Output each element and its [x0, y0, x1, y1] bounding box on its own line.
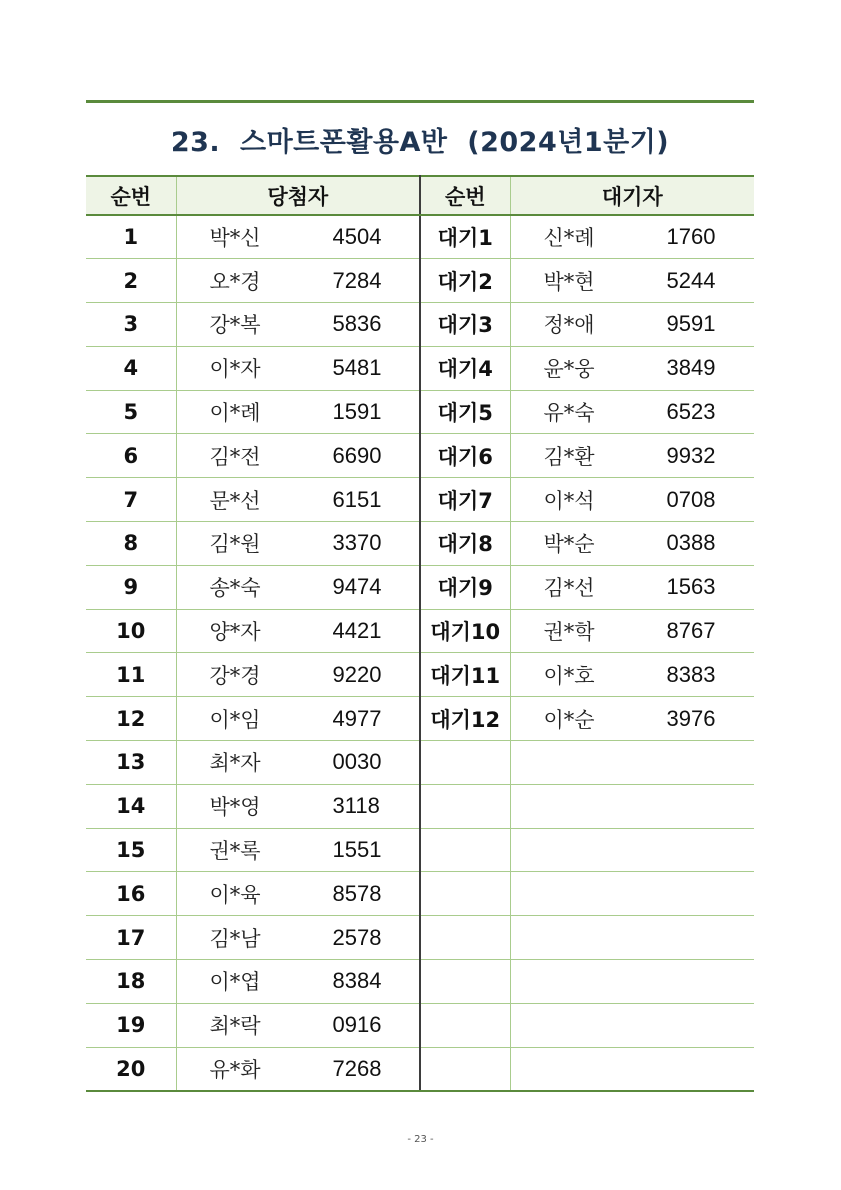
winner-rank: 2 [86, 259, 176, 303]
winner-cell [176, 609, 420, 653]
winner-name: 강*복 [209, 313, 261, 338]
waitlist-name: 이*석 [543, 488, 595, 513]
winner-cell [176, 828, 420, 872]
waitlist-name: 권*학 [543, 620, 595, 645]
waitlist-name: 유*숙 [543, 401, 595, 426]
table-row [86, 390, 754, 434]
winner-cell [176, 784, 420, 828]
winner-name: 박*영 [209, 795, 261, 820]
waitlist-rank [420, 960, 510, 1004]
waitlist-rank: 대기1 [420, 215, 510, 259]
waitlist-rank [420, 872, 510, 916]
winner-name: 문*선 [209, 488, 261, 513]
winner-code: 6151 [332, 486, 382, 512]
waitlist-cell [510, 697, 754, 741]
table-row [86, 1047, 754, 1091]
table-row [86, 434, 754, 478]
winner-rank: 3 [86, 303, 176, 347]
waitlist-cell [510, 390, 754, 434]
winner-rank: 12 [86, 697, 176, 741]
waitlist-cell [510, 565, 754, 609]
waitlist-rank [420, 828, 510, 872]
table-row [86, 346, 754, 390]
waitlist-code: 1563 [666, 574, 716, 600]
waitlist-cell [510, 522, 754, 566]
waitlist-rank [420, 784, 510, 828]
waitlist-name: 이*순 [543, 707, 595, 732]
winner-cell [176, 960, 420, 1004]
waitlist-rank: 대기10 [420, 609, 510, 653]
winner-rank: 20 [86, 1047, 176, 1091]
waitlist-cell [510, 215, 754, 259]
winner-name: 이*임 [209, 707, 261, 732]
waitlist-rank: 대기9 [420, 565, 510, 609]
winner-name: 송*숙 [209, 576, 261, 601]
table-header-row [86, 176, 754, 215]
winner-name: 오*경 [209, 269, 261, 294]
winner-cell [176, 346, 420, 390]
table-row [86, 215, 754, 259]
table-row [86, 697, 754, 741]
table-body [86, 215, 754, 1091]
table-row [86, 565, 754, 609]
waitlist-rank [420, 741, 510, 785]
waitlist-cell [510, 303, 754, 347]
table-row [86, 828, 754, 872]
waitlist-cell [510, 653, 754, 697]
winner-code: 8384 [332, 968, 382, 994]
winner-code: 4421 [332, 618, 382, 644]
winner-code: 1591 [332, 399, 382, 425]
winner-name: 이*육 [209, 882, 261, 907]
table-row [86, 303, 754, 347]
waitlist-name: 박*순 [543, 532, 595, 557]
waitlist-rank: 대기3 [420, 303, 510, 347]
waitlist-code: 5244 [666, 267, 716, 293]
winner-code: 5836 [332, 311, 382, 337]
winner-name: 권*록 [209, 839, 261, 864]
waitlist-cell [510, 784, 754, 828]
winner-code: 4977 [332, 705, 382, 731]
winner-cell [176, 303, 420, 347]
winner-name: 유*화 [209, 1057, 261, 1082]
winner-rank: 13 [86, 741, 176, 785]
winner-code: 2578 [332, 924, 382, 950]
winner-rank: 5 [86, 390, 176, 434]
waitlist-rank: 대기8 [420, 522, 510, 566]
table-row [86, 259, 754, 303]
waitlist-cell [510, 259, 754, 303]
waitlist-code: 8767 [666, 618, 716, 644]
table-row [86, 916, 754, 960]
winner-cell [176, 259, 420, 303]
table-row [86, 1003, 754, 1047]
waitlist-cell [510, 346, 754, 390]
winner-rank: 18 [86, 960, 176, 1004]
waitlist-code: 0388 [666, 530, 716, 556]
winner-name: 김*남 [209, 926, 261, 951]
winner-cell [176, 1003, 420, 1047]
waitlist-rank: 대기7 [420, 478, 510, 522]
waitlist-rank: 대기5 [420, 390, 510, 434]
winner-rank: 1 [86, 215, 176, 259]
winner-rank: 7 [86, 478, 176, 522]
waitlist-cell [510, 609, 754, 653]
winner-code: 3370 [332, 530, 382, 556]
table-row [86, 653, 754, 697]
waitlist-cell [510, 828, 754, 872]
waitlist-code: 3976 [666, 705, 716, 731]
winner-name: 최*락 [209, 1014, 261, 1039]
waitlist-code: 3849 [666, 355, 716, 381]
waitlist-name: 김*환 [543, 444, 595, 469]
waitlist-name: 정*애 [543, 313, 595, 338]
winner-rank: 15 [86, 828, 176, 872]
waitlist-code: 9932 [666, 442, 716, 468]
header-waitlist: 대기자 [510, 176, 754, 215]
waitlist-rank [420, 1003, 510, 1047]
waitlist-cell [510, 960, 754, 1004]
winner-cell [176, 215, 420, 259]
winner-rank: 9 [86, 565, 176, 609]
winner-rank: 8 [86, 522, 176, 566]
winner-rank: 16 [86, 872, 176, 916]
winner-cell [176, 697, 420, 741]
winner-code: 3118 [332, 793, 380, 819]
winner-cell [176, 872, 420, 916]
waitlist-name: 김*선 [543, 576, 595, 601]
winner-rank: 11 [86, 653, 176, 697]
waitlist-name: 이*호 [543, 663, 595, 688]
winner-code: 9474 [332, 574, 382, 600]
waitlist-rank: 대기4 [420, 346, 510, 390]
waitlist-name: 박*현 [543, 269, 595, 294]
winner-rank: 14 [86, 784, 176, 828]
winner-rank: 4 [86, 346, 176, 390]
waitlist-cell [510, 1047, 754, 1091]
winner-code: 0030 [332, 749, 382, 775]
waitlist-cell [510, 478, 754, 522]
lottery-table [86, 175, 754, 1092]
winner-cell [176, 478, 420, 522]
page-number: - 23 - [407, 1134, 434, 1145]
winner-name: 김*원 [209, 532, 261, 557]
waitlist-code: 8383 [666, 661, 716, 687]
winner-name: 이*엽 [209, 970, 261, 995]
winner-code: 7268 [332, 1055, 382, 1081]
winner-cell [176, 390, 420, 434]
winner-name: 김*전 [209, 444, 261, 469]
table-row [86, 784, 754, 828]
waitlist-code: 6523 [666, 399, 716, 425]
waitlist-cell [510, 434, 754, 478]
winner-code: 5481 [332, 355, 382, 381]
waitlist-code: 0708 [666, 486, 716, 512]
winner-code: 7284 [332, 267, 382, 293]
waitlist-rank: 대기6 [420, 434, 510, 478]
winner-rank: 6 [86, 434, 176, 478]
winner-name: 이*자 [209, 357, 261, 382]
waitlist-cell [510, 1003, 754, 1047]
winner-cell [176, 653, 420, 697]
table-row [86, 478, 754, 522]
waitlist-name: 윤*웅 [543, 357, 595, 382]
winner-cell [176, 565, 420, 609]
waitlist-rank: 대기11 [420, 653, 510, 697]
table-row [86, 960, 754, 1004]
header-winners: 당첨자 [176, 176, 420, 215]
waitlist-code: 1760 [666, 224, 716, 250]
table-row [86, 522, 754, 566]
winner-name: 이*례 [209, 401, 261, 426]
winner-code: 0916 [332, 1012, 382, 1038]
winner-name: 양*자 [209, 620, 261, 645]
winner-cell [176, 434, 420, 478]
waitlist-name: 신*례 [543, 226, 595, 251]
winner-cell [176, 916, 420, 960]
winner-rank: 19 [86, 1003, 176, 1047]
winner-cell [176, 1047, 420, 1091]
title-bar [86, 100, 754, 175]
winner-code: 4504 [332, 224, 382, 250]
waitlist-rank: 대기12 [420, 697, 510, 741]
waitlist-cell [510, 741, 754, 785]
waitlist-code: 9591 [666, 311, 716, 337]
page-title: 23. 스마트폰활용A반 (2024년1분기) [170, 126, 670, 158]
waitlist-rank: 대기2 [420, 259, 510, 303]
waitlist-cell [510, 916, 754, 960]
winner-cell [176, 522, 420, 566]
waitlist-rank [420, 916, 510, 960]
winner-code: 8578 [332, 880, 382, 906]
table-row [86, 741, 754, 785]
winner-code: 6690 [332, 442, 382, 468]
winner-rank: 10 [86, 609, 176, 653]
waitlist-cell [510, 872, 754, 916]
winner-rank: 17 [86, 916, 176, 960]
winner-cell [176, 741, 420, 785]
winner-name: 최*자 [209, 751, 261, 776]
table-row [86, 609, 754, 653]
header-rank: 순번 [86, 176, 176, 215]
winner-name: 강*경 [209, 663, 261, 688]
table-row [86, 872, 754, 916]
winner-name: 박*신 [209, 226, 261, 251]
winner-code: 9220 [332, 661, 382, 687]
winner-code: 1551 [332, 837, 382, 863]
header-waitlist-rank: 순번 [420, 176, 510, 215]
waitlist-rank [420, 1047, 510, 1091]
